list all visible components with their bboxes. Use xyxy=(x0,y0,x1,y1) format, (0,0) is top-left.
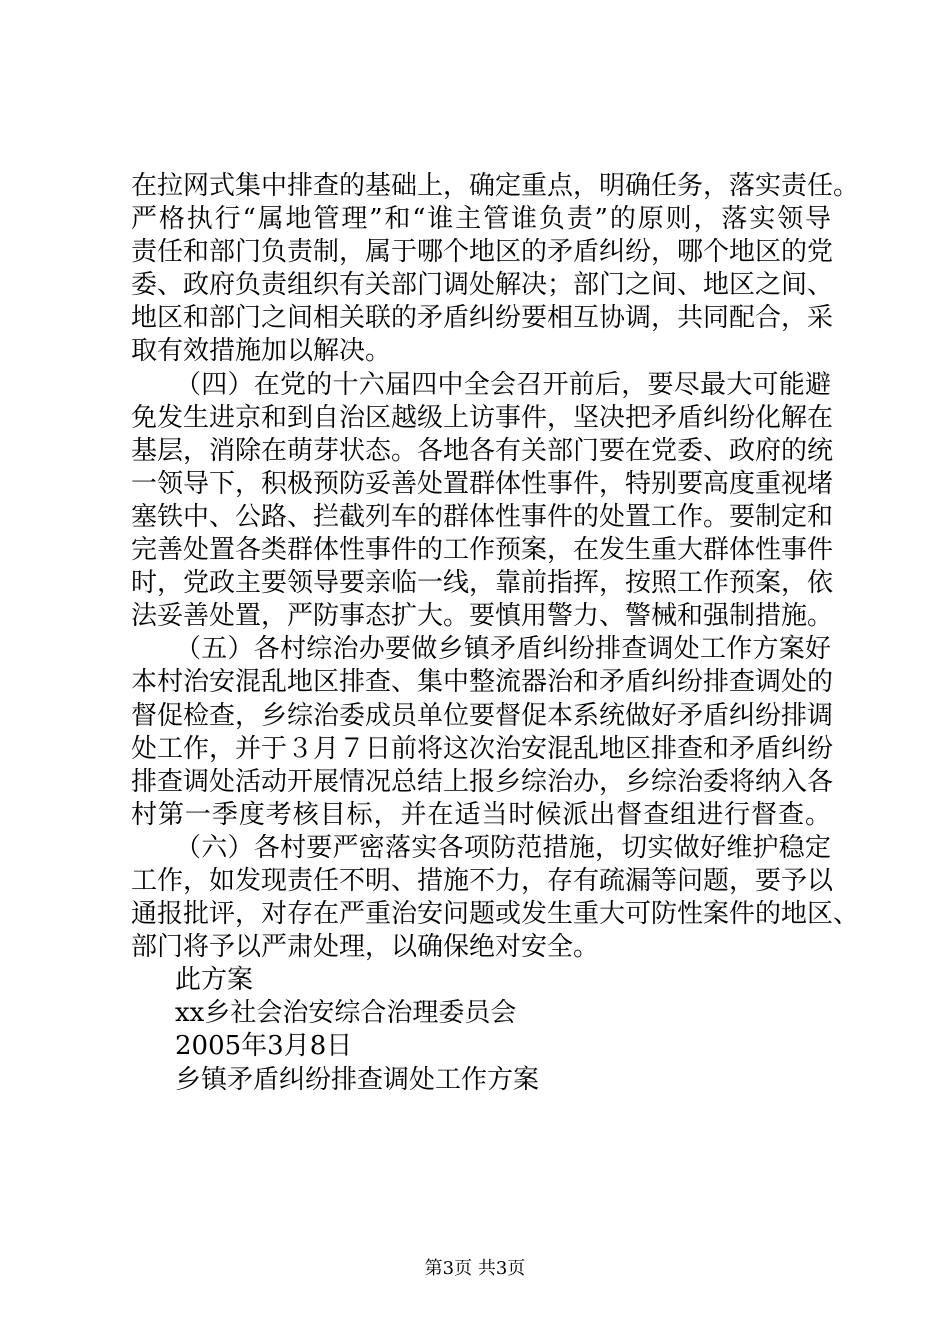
body-line: 部门将予以严肃处理，以确保绝对安全。 xyxy=(131,932,600,963)
body-line: 工作，如发现责任不明、措施不力，存有疏漏等问题，要予以 xyxy=(131,865,834,896)
closing-note: 此方案 xyxy=(175,965,254,996)
body-line: 督促检查，乡综治委成员单位要督促本系统做好矛盾纠纷排调 xyxy=(131,700,834,731)
paragraph-four-start: （四）在党的十六届四中全会召开前后，要尽最大可能避 xyxy=(175,369,831,400)
body-line: 免发生进京和到自治区越级上访事件，坚决把矛盾纠纷化解在 xyxy=(131,402,834,433)
body-line: 一领导下，积极预防妥善处置群体性事件，特别要高度重视堵 xyxy=(131,468,834,499)
body-line: 时，党政主要领导要亲临一线，靠前指挥，按照工作预案，依 xyxy=(131,568,834,599)
issuer-name: xx乡社会治安综合治理委员会 xyxy=(175,998,517,1029)
body-line: 责任和部门负责制，属于哪个地区的矛盾纠纷，哪个地区的党 xyxy=(131,237,834,268)
document-title: 乡镇矛盾纠纷排查调处工作方案 xyxy=(175,1064,540,1095)
paragraph-six-start: （六）各村要严密落实各项防范措施，切实做好维护稳定 xyxy=(175,832,831,863)
body-line: 处工作，并于３月７日前将这次治安混乱地区排查和矛盾纠纷 xyxy=(131,733,834,764)
page-footer: 第3页 共3页 xyxy=(424,1258,526,1279)
issue-date: 2005年3月8日 xyxy=(175,1031,353,1062)
body-line: 通报批评，对存在严重治安问题或发生重大可防性案件的地区、 xyxy=(131,899,860,930)
body-line: 法妥善处置，严防事态扩大。要慎用警力、警械和强制措施。 xyxy=(131,601,834,632)
body-line: 委、政府负责组织有关部门调处解决；部门之间、地区之间、 xyxy=(131,270,834,301)
body-line: 严格执行“属地管理”和“谁主管谁负责”的原则，落实领导 xyxy=(131,204,831,235)
body-line: 基层，消除在萌芽状态。各地各有关部门要在党委、政府的统 xyxy=(131,435,834,466)
body-line: 本村治安混乱地区排查、集中整流器治和矛盾纠纷排查调处的 xyxy=(131,667,834,698)
paragraph-five-start: （五）各村综治办要做乡镇矛盾纠纷排查调处工作方案好 xyxy=(175,634,831,665)
body-line: 排查调处活动开展情况总结上报乡综治办，乡综治委将纳入各 xyxy=(131,766,834,797)
body-line: 完善处置各类群体性事件的工作预案，在发生重大群体性事件 xyxy=(131,535,834,566)
body-line: 塞铁中、公路、拦截列车的群体性事件的处置工作。要制定和 xyxy=(131,501,834,532)
document-body xyxy=(131,170,860,1097)
body-line: 地区和部门之间相关联的矛盾纠纷要相互协调，共同配合，采 xyxy=(131,303,834,334)
body-line: 在拉网式集中排查的基础上，确定重点，明确任务，落实责任。 xyxy=(131,171,860,201)
body-line: 村第一季度考核目标，并在适当时候派出督查组进行督查。 xyxy=(131,799,831,830)
body-line: 取有效措施加以解决。 xyxy=(131,336,392,367)
